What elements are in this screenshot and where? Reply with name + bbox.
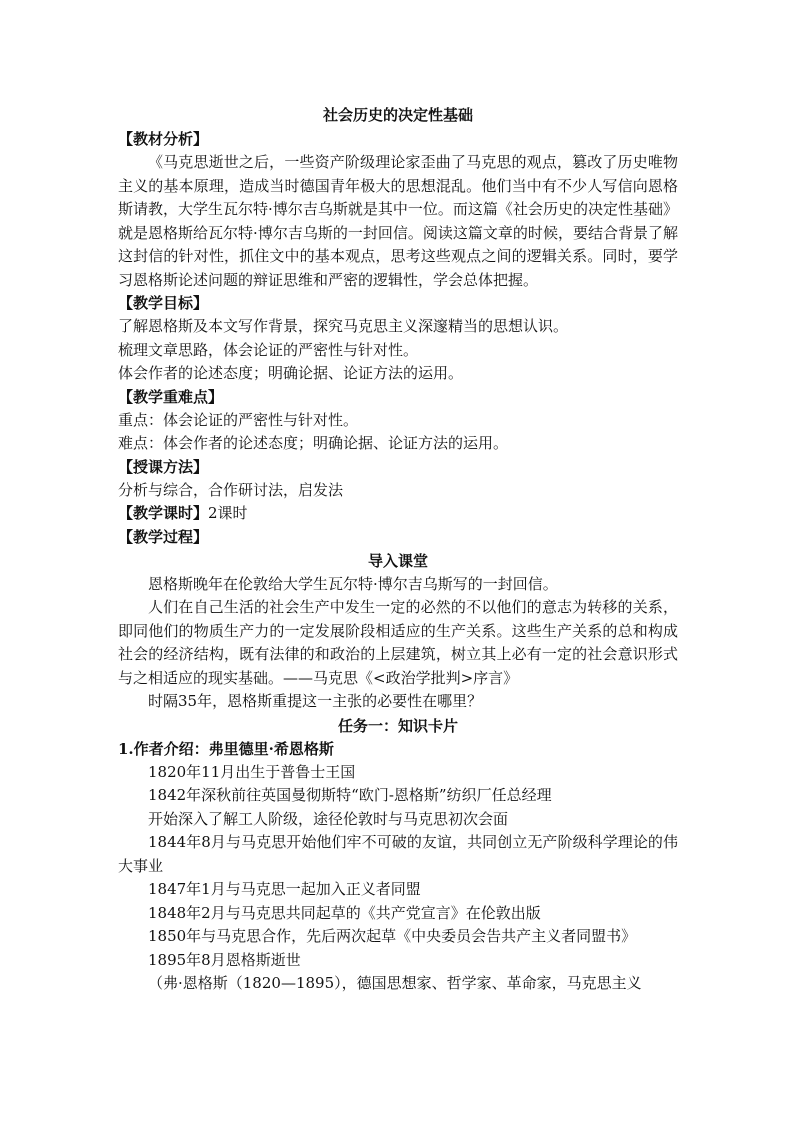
section-heading-key-points: 【教学重难点】 [118, 387, 224, 406]
class-hours-value: 2课时 [208, 504, 248, 522]
author-event-line: 1850年与马克思合作，先后两次起草《中央委员会告共产主义者同盟书》 [148, 927, 637, 945]
task1-heading: 任务一：知识卡片 [337, 716, 458, 735]
teaching-method-line: 分析与综合，合作研讨法，启发法 [118, 480, 344, 499]
author-event-line: 1844年8月与马克思开始他们牢不可破的友谊，共同创立无产阶级科学理论的伟大事业 [118, 833, 678, 875]
author-intro-title: 1.作者介绍：弗里德里·希恩格斯 [118, 739, 334, 758]
class-hours-line [118, 502, 678, 526]
intro-question: 时隔35年，恩格斯重提这一主张的必要性在哪里？ [148, 692, 483, 710]
intro-heading: 导入课堂 [367, 551, 428, 570]
textbook-analysis-paragraph: 《马克思逝世之后，一些资产阶级理论家歪曲了马克思的观点，篡改了历史唯物主义的基本原理，造成当时德国青年极大的思想混乱。他们当中有不少人写信向恩格斯请教，大学生瓦尔特·博尔吉乌斯就是其中一位。而这篇《社会历史的决定性基础》就是恩格斯给瓦尔特·博尔吉乌斯的一封回信。阅读这篇文章的时候，要结合背景了解这封信的针对性，抓住文中的基本观点，思考这些观点之间的逻辑关系。同时，要学习恩格斯论述问题的辩证思维和严密的逻辑性，学会总体把握。 [118, 153, 678, 289]
key-point-line: 重点：体会论证的严密性与针对性。 [118, 410, 359, 429]
section-heading-textbook-analysis: 【教材分析】 [118, 130, 209, 148]
marx-quote-paragraph: 人们在自己生活的社会生产中发生一定的必然的不以他们的意志为转移的关系，即同他们的物质生产力的一定发展阶段相适应的生产关系。这些生产关系的总和构成社会的经济结构，既有法律的和政治的上层建筑，树立其上必有一定的社会意识形式与之相适应的现实基础。——马克思《<政治学批判>序言》 [118, 598, 678, 687]
difficult-point-line: 难点：体会作者的论述态度；明确论据、论证方法的运用。 [118, 434, 509, 452]
author-event-line: 1842年深秋前往英国曼彻斯特“欧门-恩格斯”纺织厂任总经理 [148, 786, 552, 804]
author-event-line: 1895年8月恩格斯逝世 [148, 950, 301, 969]
author-event-line: 1847年1月与马克思一起加入正义者同盟 [148, 880, 421, 898]
section-heading-class-hours: 【教学课时】 [118, 504, 209, 522]
section-heading-teaching-process: 【教学过程】 [118, 527, 209, 546]
section-heading-teaching-method: 【授课方法】 [118, 457, 209, 476]
teaching-goal-line: 了解恩格斯及本文写作背景，探究马克思主义深邃精当的思想认识。 [118, 317, 569, 335]
teaching-goal-line: 体会作者的论述态度；明确论据、论证方法的运用。 [118, 364, 464, 382]
author-bio-line: （弗·恩格斯（1820—1895），德国思想家、哲学家、革命家，马克思主义 [148, 974, 642, 992]
author-event-line: 1820年11月出生于普鲁士王国 [148, 762, 356, 781]
section-heading-teaching-goals: 【教学目标】 [118, 294, 209, 312]
author-event-line: 开始深入了解工人阶级，途径伦敦时与马克思初次会面 [148, 809, 509, 828]
teaching-goal-line: 梳理文章思路，体会论证的严密性与针对性。 [118, 340, 419, 359]
author-event-line: 1848年2月与马克思共同起草的《共产党宣言》在伦敦出版 [148, 903, 541, 922]
document-title: 社会历史的决定性基础 [322, 106, 473, 124]
intro-paragraph: 恩格斯晚年在伦敦给大学生瓦尔特·博尔吉乌斯写的一封回信。 [148, 574, 558, 593]
document-content [118, 104, 678, 996]
